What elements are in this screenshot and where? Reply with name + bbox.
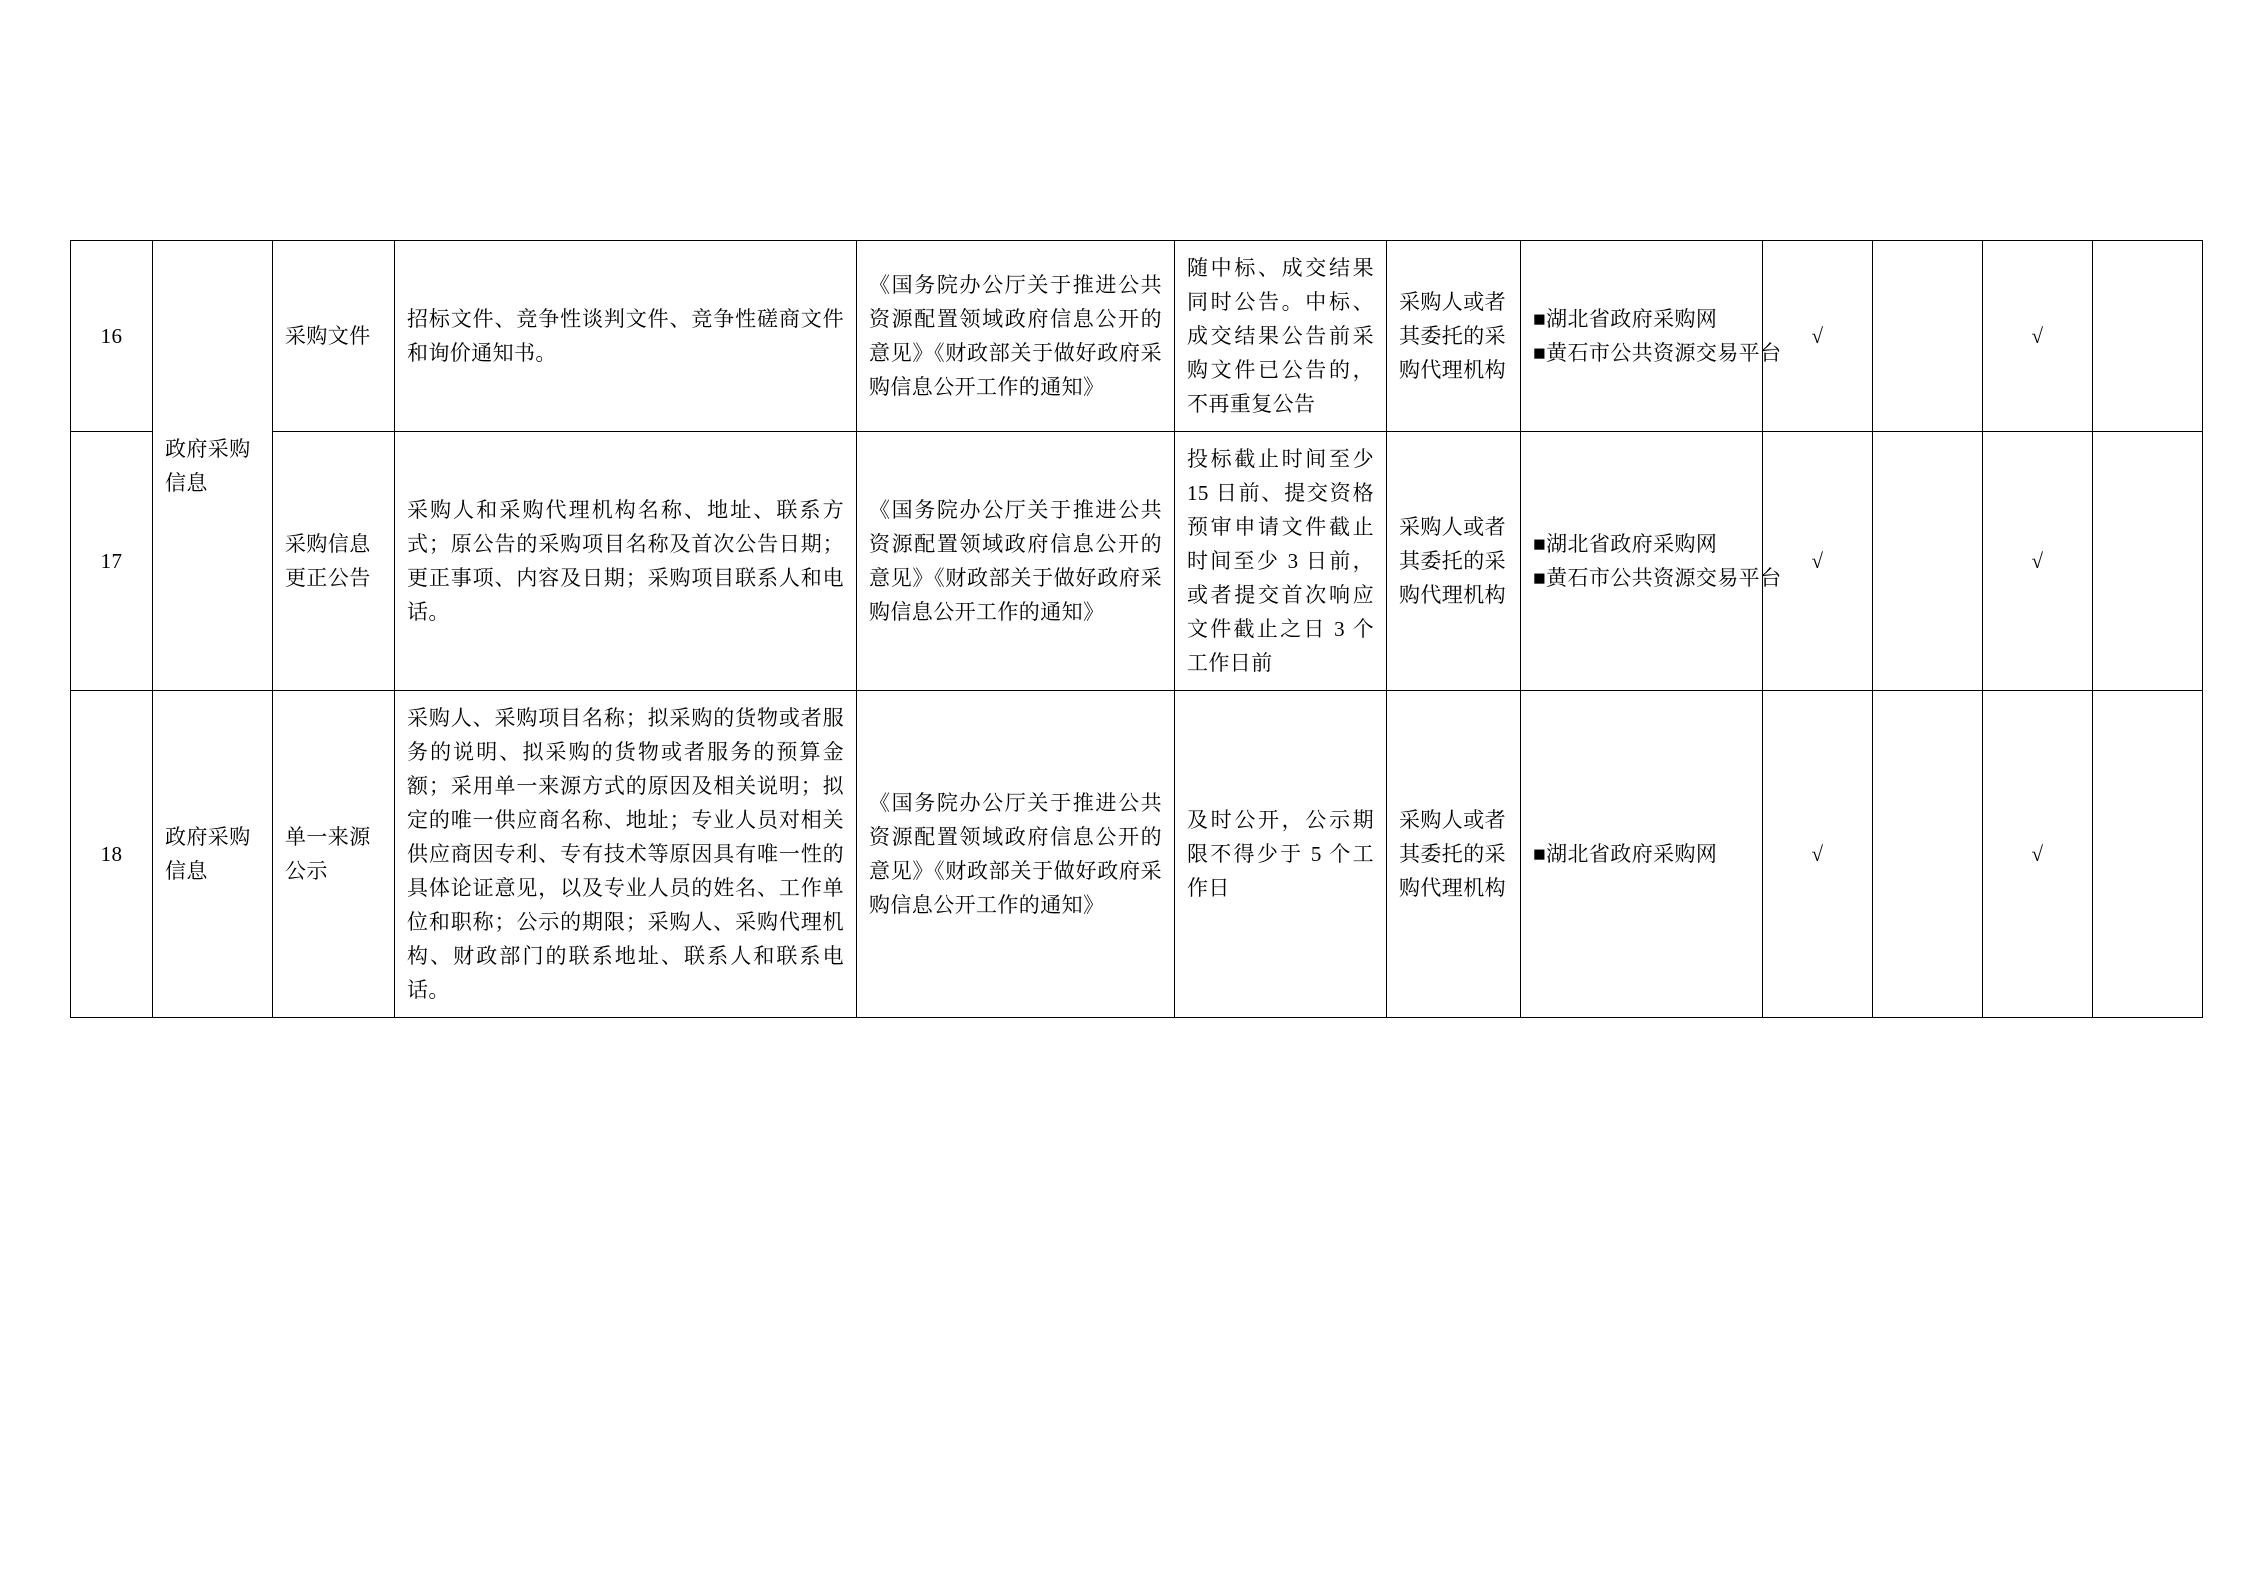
row-mark-1: √ <box>1763 432 1873 691</box>
row-item: 采购文件 <box>273 241 395 432</box>
channel-item: ■湖北省政府采购网 <box>1533 307 1718 332</box>
row-number: 18 <box>71 691 153 1018</box>
row-number: 17 <box>71 432 153 691</box>
row-time-limit: 投标截止时间至少 15 日前、提交资格预审申请文件截止时间至少 3 日前，或者提交首次响应文件截止之日 3 个工作日前 <box>1175 432 1387 691</box>
row-content: 招标文件、竞争性谈判文件、竞争性磋商文件和询价通知书。 <box>395 241 857 432</box>
row-item: 单一来源公示 <box>273 691 395 1018</box>
row-channels <box>1521 691 1763 1018</box>
table-row <box>71 241 2203 432</box>
row-mark-2 <box>1873 241 1983 432</box>
row-mark-4 <box>2093 691 2203 1018</box>
row-mark-4 <box>2093 241 2203 432</box>
row-time-limit: 及时公开，公示期限不得少于 5 个工作日 <box>1175 691 1387 1018</box>
row-mark-3: √ <box>1983 691 2093 1018</box>
row-basis: 《国务院办公厅关于推进公共资源配置领域政府信息公开的意见》《财政部关于做好政府采购信息公开工作的通知》 <box>857 241 1175 432</box>
row-channels <box>1521 432 1782 691</box>
row-time-limit: 随中标、成交结果同时公告。中标、成交结果公告前采购文件已公告的，不再重复公告 <box>1175 241 1387 432</box>
row-basis: 《国务院办公厅关于推进公共资源配置领域政府信息公开的意见》《财政部关于做好政府采购信息公开工作的通知》 <box>857 691 1175 1018</box>
table-row <box>71 432 2203 691</box>
row-mark-1: √ <box>1763 691 1873 1018</box>
disclosure-table <box>70 240 2203 1018</box>
row-content: 采购人和采购代理机构名称、地址、联系方式；原公告的采购项目名称及首次公告日期；更正事项、内容及日期；采购项目联系人和电话。 <box>395 432 857 691</box>
row-item: 采购信息更正公告 <box>273 432 395 691</box>
channel-item: ■黄石市公共资源交易平台 <box>1533 341 1782 366</box>
table-row <box>71 691 2203 1018</box>
row-content: 采购人、采购项目名称；拟采购的货物或者服务的说明、拟采购的货物或者服务的预算金额；采用单一来源方式的原因及相关说明；拟定的唯一供应商名称、地址；专业人员对相关供应商因专利、专有技术等原因具有唯一性的具体论证意见，以及专业人员的姓名、工作单位和职称；公示的期限；采购人、采购代理机构、财政部门的联系地址、联系人和联系电话。 <box>395 691 857 1018</box>
row-mark-1: √ <box>1763 241 1873 432</box>
channel-item: ■黄石市公共资源交易平台 <box>1533 566 1782 591</box>
row-subject: 采购人或者其委托的采购代理机构 <box>1387 691 1521 1018</box>
row-category: 政府采购信息 <box>153 241 273 691</box>
row-mark-2 <box>1873 691 1983 1018</box>
row-subject: 采购人或者其委托的采购代理机构 <box>1387 241 1521 432</box>
channel-item: ■湖北省政府采购网 <box>1533 532 1718 557</box>
row-mark-2 <box>1873 432 1983 691</box>
row-basis: 《国务院办公厅关于推进公共资源配置领域政府信息公开的意见》《财政部关于做好政府采购信息公开工作的通知》 <box>857 432 1175 691</box>
row-mark-3: √ <box>1983 241 2093 432</box>
row-number: 16 <box>71 241 153 432</box>
row-mark-3: √ <box>1983 432 2093 691</box>
row-category: 政府采购信息 <box>153 691 273 1018</box>
row-subject: 采购人或者其委托的采购代理机构 <box>1387 432 1521 691</box>
row-channels <box>1521 241 1782 432</box>
row-mark-4 <box>2093 432 2203 691</box>
channel-item: ■湖北省政府采购网 <box>1533 842 1718 867</box>
